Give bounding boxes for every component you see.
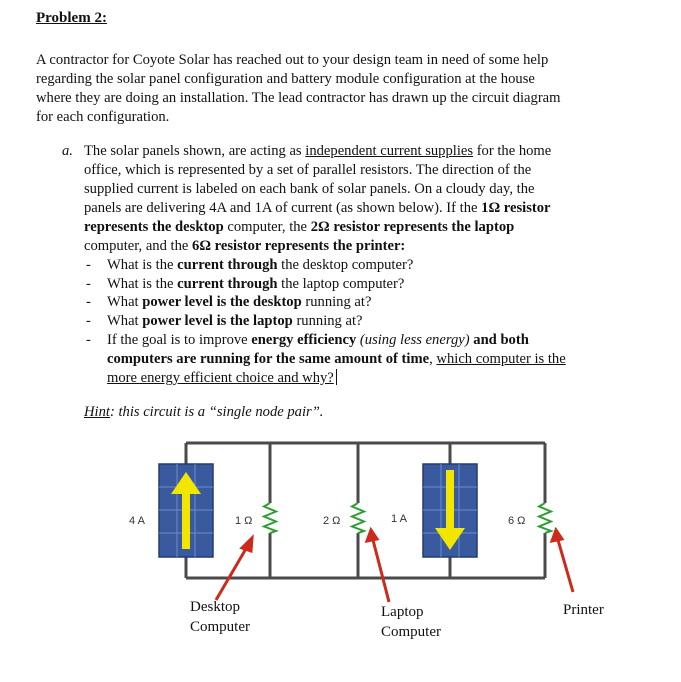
intro-line: where they are doing an installation. The lead contractor has drawn up the circuit diagram <box>36 90 561 106</box>
bold-phrase: power level is the laptop <box>142 313 293 329</box>
bold-phrase: 6Ω resistor represents the printer: <box>192 238 406 254</box>
text-run: running at? <box>301 294 372 310</box>
underlined-phrase: independent current supplies <box>305 143 474 159</box>
problem-title: Problem 2: <box>36 10 107 26</box>
part-a-marker: a. <box>62 143 73 159</box>
resistor-3-label: 6 Ω <box>508 515 526 527</box>
text-run: What is the <box>107 257 178 273</box>
caption-line: Computer <box>190 619 250 635</box>
text-run: running at? <box>292 313 363 329</box>
text-run: supplied current is labeled on each bank of solar panels. On a cloudy day, the <box>84 181 535 197</box>
source-1-label: 4 A <box>129 515 145 527</box>
question-4 <box>107 312 363 331</box>
text-run: , <box>429 351 437 367</box>
text-run: the desktop computer? <box>277 257 414 273</box>
caption-line: Desktop <box>190 599 240 615</box>
laptop-caption <box>381 602 441 642</box>
question-2 <box>107 275 404 294</box>
bold-phrase: represents the desktop <box>84 219 224 235</box>
bold-phrase: energy efficiency <box>251 332 357 348</box>
question-5-line <box>107 369 566 388</box>
part-a-paragraph <box>84 142 551 256</box>
text-run: office, which is represented by a set of parallel resistors. The direction of the <box>84 162 532 178</box>
text-run: What is the <box>107 276 178 292</box>
hint <box>84 403 323 422</box>
text-run: If the goal is to improve <box>107 332 252 348</box>
bold-phrase: and both <box>473 332 529 348</box>
bold-phrase: 1Ω resistor <box>481 200 551 216</box>
hint-text: : this circuit is a “single node pair”. <box>109 404 324 420</box>
pointer-desktop <box>216 547 247 600</box>
part-a-line <box>84 199 551 218</box>
text-run: for the home <box>473 143 552 159</box>
text-run: computer, the <box>223 219 311 235</box>
resistor-2-ohm-icon <box>352 503 364 533</box>
resistor-6-ohm-icon <box>539 503 551 533</box>
part-a-line <box>84 237 551 256</box>
question-5 <box>107 331 566 388</box>
bold-phrase: computers are running for the same amount of time <box>107 351 430 367</box>
underlined-phrase: which computer is the <box>436 351 566 367</box>
bullet-dash: - <box>86 257 91 273</box>
bold-phrase: current through <box>177 257 278 273</box>
part-a-line <box>84 142 551 161</box>
solar-panel-4a <box>159 464 213 557</box>
intro-line: regarding the solar panel configuration and battery module configuration at the house <box>36 71 535 87</box>
intro-line: for each configuration. <box>36 109 170 125</box>
printer-caption: Printer <box>563 602 604 618</box>
text-run: the laptop computer? <box>277 276 405 292</box>
question-5-line <box>107 331 566 350</box>
intro-paragraph <box>36 51 636 127</box>
text-run: panels are delivering 4A and 1A of current (as shown below). If the <box>84 200 482 216</box>
text-run: What <box>107 313 143 329</box>
pointer-printer <box>558 540 573 592</box>
current-arrow-up-icon <box>182 492 190 549</box>
bullet-dash: - <box>86 276 91 292</box>
bold-phrase: 2Ω resistor represents the laptop <box>310 219 515 235</box>
resistor-1-label: 1 Ω <box>235 515 253 527</box>
caption-line: Computer <box>381 624 441 640</box>
underlined-phrase: more energy efficient choice and why? <box>107 370 334 386</box>
resistor-2-label: 2 Ω <box>323 515 341 527</box>
bullet-dash: - <box>86 313 91 329</box>
bold-phrase: current through <box>177 276 278 292</box>
text-run: computer, and the <box>84 238 193 254</box>
italic-phrase: (using less energy) <box>359 332 470 348</box>
pointer-laptop <box>373 540 389 602</box>
desktop-caption <box>190 597 250 637</box>
question-1 <box>107 256 413 275</box>
part-a-line <box>84 180 551 199</box>
solar-panel-1a <box>423 464 477 557</box>
text-cursor <box>336 369 337 385</box>
resistor-1-ohm-icon <box>264 503 276 533</box>
pointer-printer-head-icon <box>552 530 562 541</box>
pointer-laptop-head-icon <box>367 530 377 541</box>
current-arrow-down-icon <box>446 470 454 530</box>
text-run: The solar panels shown, are acting as <box>84 143 306 159</box>
pointer-desktop-head-icon <box>242 538 252 551</box>
source-2-label: 1 A <box>391 513 407 525</box>
question-5-line <box>107 350 566 369</box>
bold-phrase: power level is the desktop <box>142 294 302 310</box>
part-a-line <box>84 218 551 237</box>
bullet-dash: - <box>86 332 91 348</box>
bullet-dash: - <box>86 294 91 310</box>
part-a-line <box>84 161 551 180</box>
intro-line: A contractor for Coyote Solar has reached out to your design team in need of some help <box>36 52 549 68</box>
hint-label: Hint <box>84 404 110 420</box>
caption-line: Laptop <box>381 604 424 620</box>
text-run: What <box>107 294 143 310</box>
question-3 <box>107 293 371 312</box>
